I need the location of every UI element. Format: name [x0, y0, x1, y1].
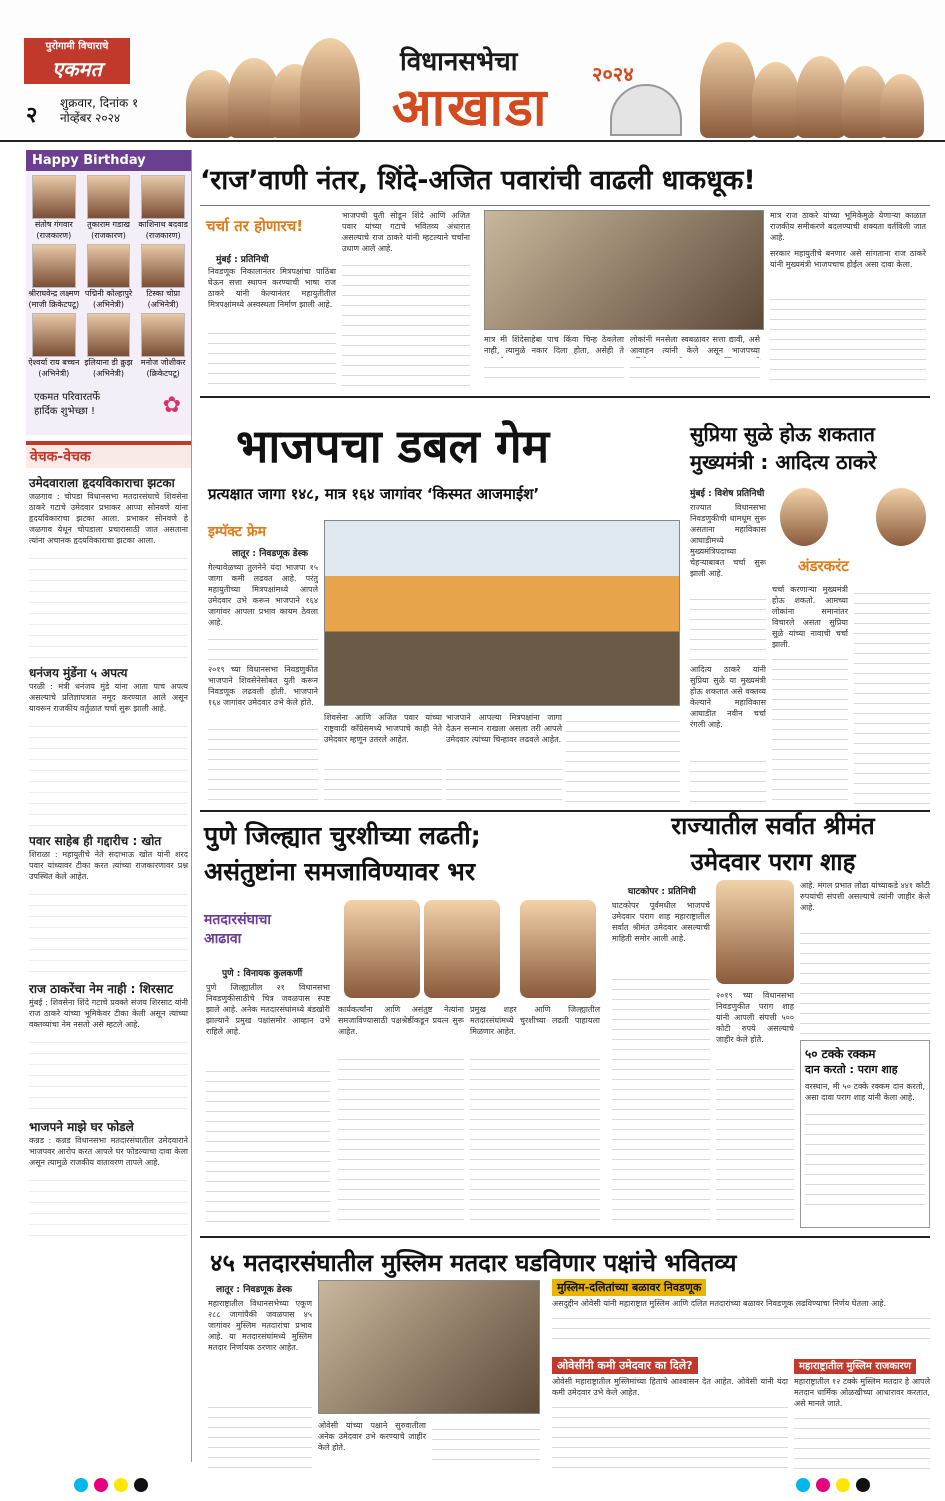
story5-headline-line2: उमेदवार पराग शाह [690, 848, 856, 876]
person-name: तुकाराम गडाख [87, 220, 130, 229]
story6-text-more [432, 1420, 540, 1468]
brief-continued-text [29, 884, 188, 974]
story5-text-more [716, 1060, 794, 1228]
person-photo [87, 175, 131, 219]
birthday-person [137, 175, 189, 241]
leader-portrait [186, 70, 234, 138]
leader-portrait [752, 62, 800, 138]
story1-text-more [342, 256, 470, 386]
story2-text-more [208, 720, 318, 804]
vechak-section [26, 441, 191, 1240]
person-role: (क्रिकेटपटू) [146, 369, 180, 378]
person-name: श्रीराघवेन्द्र लक्ष्मण [28, 289, 80, 298]
story5-text-more [800, 924, 930, 1034]
logo-tagline: पुरोगामी विचाराचे [24, 38, 130, 56]
story6-box3 [794, 1354, 930, 1470]
person-role: (राजकारण) [145, 231, 181, 240]
story1-byline: मुंबई : प्रतिनिधी [216, 255, 269, 265]
brief-title: पवार साहेब ही गद्दारीच : खोत [29, 834, 162, 848]
story3-text-more [690, 590, 766, 660]
person-name: संतोष गंगवार [34, 220, 73, 229]
brief-continued-text [29, 548, 188, 658]
birthday-wish [26, 383, 191, 435]
magenta-dot-icon [94, 1478, 108, 1492]
black-dot-icon [856, 1478, 870, 1492]
brief-title: उमेदवाराला हृदयविकाराचा झटका [29, 476, 175, 490]
page-number: २ [26, 103, 38, 128]
brief-text: कन्नड : कन्नड विधानसभा मतदारसंघातील उमेदवाराने भाजपवर आरोप करत आपले घर फोडल्याचा दावा केला असून त्यामुळे राजकीय वातावरण तापले आहे. [29, 1136, 188, 1167]
cyan-dot-icon [796, 1478, 810, 1492]
story1-text: लोकांनी मनसेला स्वबळावर सत्ता द्यावी, असे आवाहन त्यांनी केले असून भाजपच्या [630, 335, 760, 355]
story1-text: सरकार महायुतीचे बनणार असे सांगताना राज ठाकरे यांनी मुख्यमंत्री भाजपचाच होईल असा दावा केला. [770, 249, 926, 269]
story4-text: पुणे जिल्ह्यातील २१ विधानसभा निवडणुकीसाठीचे चित्र जवळपास स्पष्ट झाले आहे. अनेक मतदारसंघांमध्ये बंडखोरी झाल्याने प्रमुख पक्षांसमोर आव्हान उभे राहिले आहे. [206, 983, 330, 1036]
vechak-heading: वेचक-वेचक [26, 445, 191, 468]
cyan-dot-icon [74, 1478, 88, 1492]
story1-text-more [484, 358, 624, 386]
person-role: (अभिनेत्री) [93, 369, 124, 378]
box3-text: महाराष्ट्रातील १२ टक्के मुस्लिम मतदार हे आपले मतदान धार्मिक ओळखीच्या आधारावर करतात, असे मानले जाते. [794, 1377, 930, 1408]
masthead [0, 0, 945, 142]
wish-line1: एकमत परिवारतर्फे [34, 392, 101, 403]
person-role: (अभिनेत्री) [147, 300, 179, 309]
story1-text: निवडणूक निकालानंतर मित्रपक्षांचा पाठिंबा घेऊन सत्ता स्थापन करण्याची भाषा राज ठाकरे यांनी केल्यानंतर महायुतीतील मित्रपक्षांमध्ये अस्वस्थता निर्माण झाली आहे. [208, 267, 336, 309]
story2-text-more [208, 630, 318, 660]
brief-text: मुंबई : शिवसेना शिंदे गटाचे प्रवक्ते संजय शिरसाट यांनी राज ठाकरे यांच्या भूमिकेवर टीका केली असून त्यांच्या वक्तव्यांचा नेम नसतो असे म्हटले आहे. [29, 998, 188, 1029]
box2-title: ओवेसींनी कमी उमेदवार का दिले? [552, 1357, 698, 1374]
person-role: (अभिनेत्री) [38, 369, 70, 378]
story6-text: ओवेसी यांच्या पक्षाने सुरुवातीला अनेक उमेदवार उभे करण्याचे जाहीर केले होते. [318, 1421, 426, 1452]
story3-tag: अंडरकरंट [798, 557, 849, 575]
issue-date-line2: नोव्हेंबर २०२४ [60, 111, 121, 125]
story1-text: मात्र राज ठाकरे यांच्या भूमिकेमुळे येणाऱ्या काळात राजकीय समीकरणे बदलण्याची शक्यता वर्तविली जात आहे. [770, 211, 926, 242]
bjp-leaders-photo [324, 520, 680, 706]
masthead-title-top: विधानसभेचा [400, 47, 518, 77]
person-photo [141, 313, 185, 357]
story3-text-more [690, 752, 766, 804]
story2-headline: भाजपचा डबल गेम [236, 419, 550, 473]
person-name: मनोज जोशीकर [140, 358, 186, 367]
brief-title: भाजपने माझे घर फोडले [29, 1120, 134, 1134]
story2-byline: लातूर : निवडणूक डेस्क [232, 549, 309, 559]
black-dot-icon [134, 1478, 148, 1492]
story4-tag-line2: आढावा [204, 931, 242, 947]
brief-text: शिराळा : महायुतीचे नेते सदाभाऊ खोत यांनी शरद पवार यांच्यावर टीका करत त्यांच्या राजकारणावर प्रश्न उपस्थित केले आहेत. [29, 850, 188, 881]
owaisi-photo [318, 1280, 540, 1414]
story2-text-more [446, 760, 562, 804]
brief-continued-text [29, 716, 188, 826]
story4-text: प्रमुख शहर आणि जिल्ह्यातील मतदारसंघांमध्ये चुरशीच्या लढती पाहायला मिळणार आहेत. [470, 1005, 600, 1036]
brief-text: परळी : मंत्री धनंजय मुंडे यांना आता पाच अपत्य असल्याचे प्रतिज्ञापत्रात नमूद करण्यात आले असून यावरून राजकीय वर्तुळात चर्चा सुरू झाली आहे. [29, 682, 188, 713]
person-photo [87, 244, 131, 288]
story6-text: महाराष्ट्रातील विधानसभेच्या एकूण २८८ जागांपैकी जवळपास ४५ जागांवर मुस्लिम मतदारांचा प्रभाव आहे. या मतदारसंघांमध्ये मुस्लिम मतदार निर्णायक ठरणार आहेत. [208, 1299, 312, 1352]
story5-text: घाटकोपर पूर्वमधील भाजपचे उमेदवार पराग शाह महाराष्ट्रातील सर्वात श्रीमंत उमेदवार असल्याची माहिती समोर आली आहे. [612, 901, 710, 943]
person-role: (माजी क्रिकेटपटू) [28, 300, 80, 309]
story4-byline: पुणे : विनायक कुलकर्णी [222, 969, 303, 979]
story1-text-more [770, 290, 926, 386]
story1-text-more [630, 358, 760, 386]
story5-box-text-more [805, 1105, 925, 1205]
logo-name: एकमत [24, 54, 130, 84]
supriya-sule-photo [876, 488, 926, 546]
story3-text: आदित्य ठाकरे यांनी सुप्रिया सुळे या मुख्यमंत्री होऊ शकतात असे वक्तव्य केल्याने महाविकास आघाडीत नवीन चर्चा रंगली आहे. [690, 665, 766, 729]
story1-text: भाजपची युती सोडून शिंदे आणि अजित पवार यांच्या गटाचे भवितव्य अंधारात असल्याचे राज ठाकरे यांनी म्हटल्याने चर्चांना उधाण आले आहे. [342, 211, 470, 253]
person-photo [141, 244, 185, 288]
yellow-dot-icon [114, 1478, 128, 1492]
person-name: काशिनाथ बदवाड [138, 220, 188, 229]
story6-box2 [552, 1354, 788, 1470]
candidate-photo [344, 900, 420, 998]
leader-portrait [796, 56, 846, 138]
person-name: टिस्का चोप्रा [146, 289, 181, 298]
story2-text-more [324, 760, 442, 804]
brief-text: जळगाव : चोपडा विधानसभा मतदारसंघाचे शिवसेना ठाकरे गटाचे उमेदवार प्रभाकर आप्पा सोनवणे यांना हृदयविकाराचा झटका आला. प्रभाकर सोनवणे हे जळगाव येथून चोपडाला प्रचारासाठी जात असताना त्यांना अचानक हृदयविकाराचा झटका आला. [29, 492, 188, 545]
box1-title: मुस्लिम-दलितांच्या बळावर निवडणूक [552, 1279, 706, 1296]
birthday-grid [26, 171, 191, 383]
story5-text: आहे. मंगल प्रभात लोढा यांच्याकडे ४४१ कोटी रुपयांची संपत्ती असल्याचे त्यांनी जाहीर केले आहे. [800, 881, 930, 912]
story4-text-more [470, 1050, 600, 1228]
divider [200, 396, 930, 398]
person-photo [87, 313, 131, 357]
person-photo [32, 244, 76, 288]
person-name: ऐश्वर्या राय बच्चन [28, 358, 80, 367]
story5-box [800, 1040, 930, 1228]
story6-byline: लातूर : निवडणूक डेस्क [216, 1285, 293, 1295]
person-photo [32, 313, 76, 357]
box3-title: महाराष्ट्रातील मुस्लिम राजकारण [794, 1359, 916, 1374]
story2-tag: इम्पॅक्ट फ्रेम [208, 524, 267, 540]
person-name: पद्मिनी कोल्हापुरे [84, 289, 133, 298]
issue-date-line1: शुक्रवार, दिनांक १ [60, 96, 139, 110]
birthday-person [137, 244, 189, 310]
birthday-person [28, 313, 80, 379]
leader-portrait [880, 74, 924, 138]
masthead-title: आखाडा [392, 78, 549, 138]
brief-continued-text [29, 1170, 188, 1240]
story6-text-more [208, 1398, 312, 1468]
story2-text-more [566, 712, 680, 804]
box1-text: असदुद्दीन ओवेसी यांनी महाराष्ट्रात मुस्लिम आणि दलित मतदारांच्या बळावर निवडणूक लढविण्याचा निर्णय घेतला आहे. [552, 1299, 887, 1308]
photo-caption: मात्र मी शिंदेसाहेबा पाच किंवा चिन्ह ठेवलेला नाही, त्यामुळे नकार दिला होता, असेही ते [484, 335, 624, 355]
story6-box1 [552, 1276, 930, 1350]
story2-text: २०१९ च्या विधानसभा निवडणुकीत भाजपाने शिवसेनेसोबत युती करून निवडणूक लढवली होती. भाजपाने १६४ जागांवर उमेदवार उभे केले होते. [208, 665, 318, 707]
leaders-photo [484, 210, 764, 330]
birthday-heading: Happy Birthday [26, 150, 191, 171]
divider [200, 205, 930, 206]
birthday-person [137, 313, 189, 379]
brief-title: राज ठाकरेंचा नेम नाही : शिरसाट [29, 982, 174, 996]
story2-subhead: प्रत्यक्षात जागा १४८, मात्र १६४ जागांवर ‘किस्मत आजमाईश’ [208, 485, 540, 503]
box1-text-more [552, 1309, 930, 1339]
wish-line2: हार्दिक शुभेच्छा ! [34, 406, 95, 417]
box2-text: ओवेसी महाराष्ट्रातील मुस्लिमांच्या हिताचे आश्वासन देत आहेत. ओवेसी यांनी यंदा कमी उमेदवार उभे केले आहेत. [552, 1377, 788, 1397]
aditya-thackeray-photo [780, 488, 828, 546]
story2-text: भाजपाने आपल्या मित्रपक्षांना जागा देऊन सन्मान राखला असला तरी आपले उमेदवार त्यांच्या चिन्हावर लढवले आहेत. [446, 713, 562, 744]
story3-byline: मुंबई : विशेष प्रतिनिधी [690, 489, 765, 499]
left-sidebar [26, 150, 192, 1462]
brief-title: धनंजय मुंडेंना ५ अपत्य [29, 666, 128, 680]
brief-continued-text [29, 1032, 188, 1112]
story3-text: राज्यात विधानसभा निवडणुकीची धामधूम सुरू असताना महाविकास आघाडीमध्ये मुख्यमंत्रिपदाच्या चेहऱ्याबाबत चर्चा सुरू झाली आहे. [690, 503, 766, 578]
person-photo [32, 175, 76, 219]
story3-headline-line1: सुप्रिया सुळे होऊ शकतात [690, 422, 875, 446]
story1-headline: ‘राज’वाणी नंतर, शिंदे-अजित पवारांची वाढली धाकधूक! [200, 165, 756, 196]
leader-portrait [300, 38, 360, 138]
issue-date [60, 96, 170, 126]
story5-box-text: वरस्थान, मी ५० टक्के रक्कम दान करतो, असा दावा पराग शाह यांनी केला आहे. [805, 1082, 925, 1102]
person-name: इलियाना डी क्रुझ [84, 358, 133, 367]
story5-headline-line1: राज्यातील सर्वात श्रीमंत [671, 812, 875, 840]
story5-headline [616, 808, 930, 880]
story4-headline-line2: असंतुष्टांना समजाविण्यावर भर [204, 857, 476, 886]
masthead-year: २०२४ [592, 62, 634, 86]
flower-icon: ✿ [162, 393, 181, 418]
birthday-person [28, 244, 80, 310]
magenta-dot-icon [816, 1478, 830, 1492]
leader-portrait [700, 42, 756, 138]
story5-text-more [612, 970, 710, 1228]
story3-text-more [772, 650, 848, 804]
story3-headline-line2: मुख्यमंत्री : आदित्य ठाकरे [690, 450, 877, 474]
story2-text: शिवसेना आणि अजित पवार यांच्या राष्ट्रवादी काँग्रेसमध्ये भाजपाचे काही नेते उमेदवार म्हणून उतरले आहेत. [324, 713, 442, 744]
color-registration-strip [0, 1478, 945, 1492]
story3-text: चर्चा करणाऱ्या मुख्यमंत्री होऊ शकतो. आमच्या लोकांना समानांतर विचारले असता सुप्रिया सुळे यांच्या नावाची चर्चा झाली. [772, 585, 848, 649]
person-role: (अभिनेत्री) [93, 300, 124, 309]
story5-byline: घाटकोपर : प्रतिनिधी [628, 887, 696, 897]
person-photo [141, 175, 185, 219]
story4-tag [204, 910, 271, 948]
box3-text-more [794, 1409, 930, 1469]
person-role: (राजकारण) [36, 231, 72, 240]
parag-shah-photo [716, 880, 794, 984]
story4-text: कार्यकर्त्यांना आणि असंतुष्ट नेत्यांना समजाविण्यासाठी पक्षश्रेष्ठींकडून प्रयत्न सुरू आहेत. [338, 1005, 464, 1036]
story1-text-more [208, 324, 336, 386]
birthday-person [83, 313, 135, 379]
story4-text-more [338, 1050, 464, 1228]
story5-text: २०१९ च्या विधानसभा निवडणुकीत पराग शाह यांनी आपली संपत्ती ५०० कोटी रुपये असल्याचे जाहीर केले होते. [716, 991, 794, 1044]
story3-text-more [854, 584, 930, 804]
birthday-person [83, 244, 135, 310]
story1-tag: चर्चा तर होणारच! [206, 217, 304, 235]
story4-headline [204, 818, 604, 890]
divider [200, 1236, 930, 1238]
story6-headline: ४५ मतदारसंघातील मुस्लिम मतदार घडविणार पक्षांचे भवितव्य [210, 1249, 737, 1277]
story4-text-more [206, 1062, 330, 1228]
birthday-person [83, 175, 135, 241]
box2-text-more [552, 1398, 788, 1468]
birthday-person [28, 175, 80, 241]
person-role: (राजकारण) [91, 231, 126, 240]
story4-tag-line1: मतदारसंघाचा [204, 912, 272, 928]
candidate-photo [424, 900, 500, 998]
story4-headline-line1: पुणे जिल्ह्यात चुरशीच्या लढती; [204, 821, 481, 850]
yellow-dot-icon [836, 1478, 850, 1492]
story3-headline [690, 420, 930, 476]
story5-box-title-line1: ५० टक्के रक्कम [805, 1047, 876, 1061]
story5-box-title-line2: दान करतो : पराग शाह [805, 1063, 898, 1076]
vidhan-bhavan-icon [610, 84, 682, 136]
candidate-photo [520, 900, 596, 998]
story2-text: गेल्यावेळच्या तुलनेने यंदा भाजपा १५ जागा कमी लढवत आहे. परंतु महायुतीच्या मित्रपक्षांमध्ये आपले उमेदवार उभे करून भाजपाने १६४ जागांवर आपला प्रभाव कायम ठेवला आहे. [208, 563, 318, 627]
